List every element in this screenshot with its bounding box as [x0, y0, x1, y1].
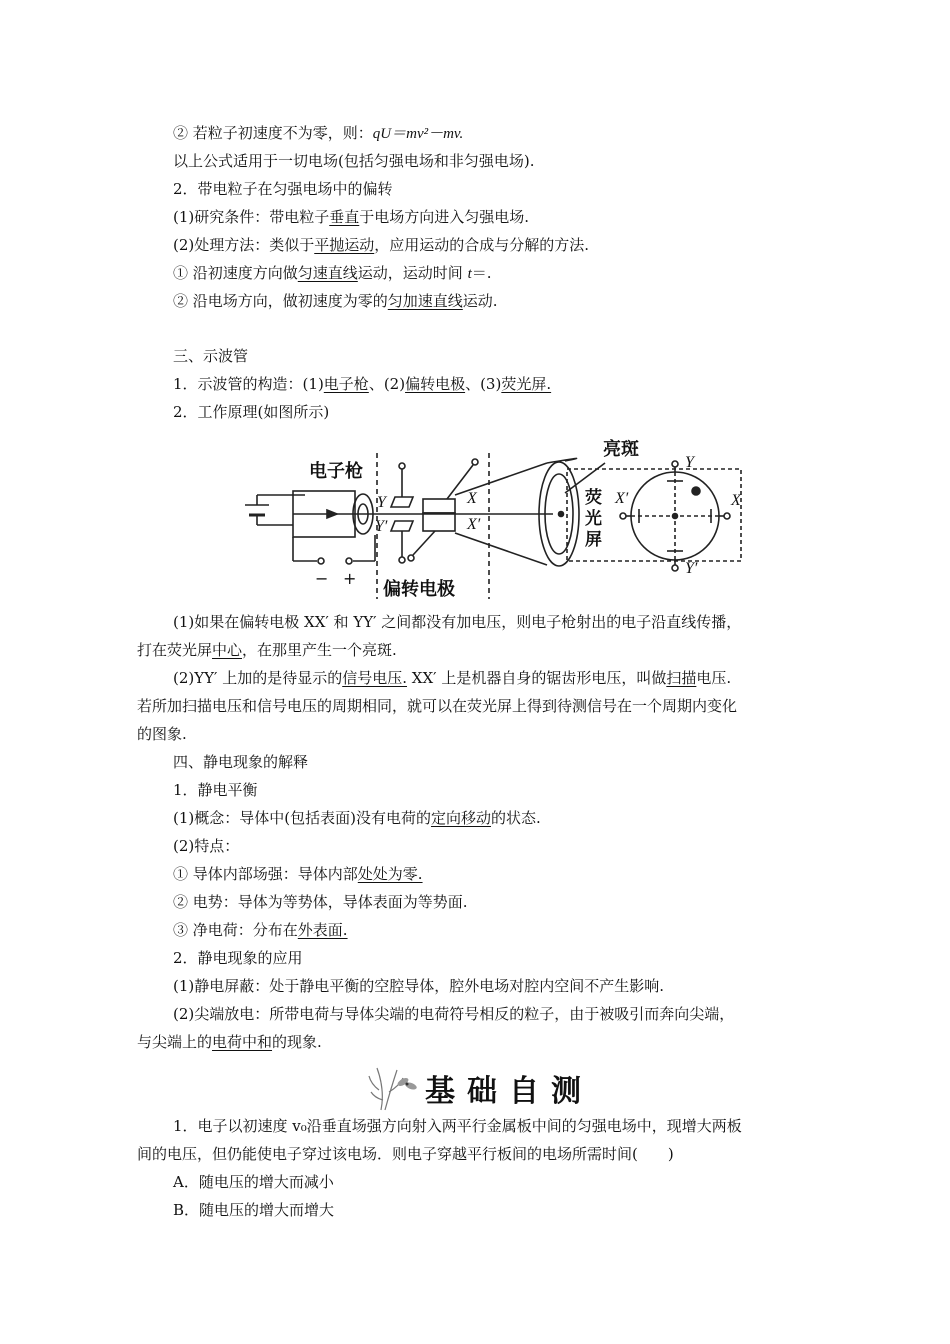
text-line: ③ 净电荷：分布在外表面. — [173, 921, 348, 939]
text-line: (1)如果在偏转电极 XX′ 和 YY′ 之间都没有加电压，则电子枪射出的电子沿直线传播， — [173, 613, 742, 631]
screen-char: 光 — [585, 509, 602, 529]
text-line: ② 电势：导体为等势体，导体表面为等势面. — [173, 893, 468, 911]
text-line: (1)概念：导体中(包括表面)没有电荷的定向移动的状态. — [173, 809, 541, 827]
text-line: (2)YY′ 上加的是待显示的信号电压. XX′ 上是机器自身的锯齿形电压，叫做扫描电压. — [173, 669, 732, 687]
section-title: 四、静电现象的解释 — [173, 753, 309, 771]
plant-decoration-icon — [367, 1060, 427, 1112]
plate-x-label: X — [467, 490, 477, 507]
text-line: 2．工作原理(如图所示) — [173, 403, 330, 421]
text-line: (1)研究条件：带电粒子垂直于电场方向进入匀强电场. — [173, 208, 530, 226]
text-line: ① 导体内部场强：导体内部处处为零. — [173, 865, 423, 883]
text-line: (1)静电屏蔽：处于静电平衡的空腔导体，腔外电场对腔内空间不产生影响. — [173, 977, 665, 995]
plate-y-label: Y — [377, 494, 386, 511]
banner-title: 基础自测 — [425, 1074, 593, 1109]
subheading: 2．带电粒子在匀强电场中的偏转 — [173, 180, 393, 198]
text-line: (2)尖端放电：所带电荷与导体尖端的电荷符号相反的粒子，由于被吸引而奔向尖端， — [173, 1005, 735, 1023]
text-line: ② 沿电场方向，做初速度为零的匀加速直线运动. — [173, 292, 498, 310]
text-line: 的图象. — [137, 725, 187, 743]
text-line: 若所加扫描电压和信号电压的周期相同，就可以在荧光屏上得到待测信号在一个周期内变化 — [137, 697, 738, 715]
text-line: ② 若粒子初速度不为零，则：qU＝mv²－mv. — [173, 124, 464, 142]
screen-yp-label: Y′ — [685, 560, 698, 577]
screen-char: 屏 — [585, 530, 602, 550]
text-line: ① 沿初速度方向做匀速直线运动，运动时间 t＝. — [173, 264, 492, 282]
section-banner — [367, 1060, 597, 1112]
section-title: 三、示波管 — [173, 347, 249, 365]
screen-char: 荧 — [585, 488, 602, 508]
plus-label: + — [343, 569, 357, 588]
option-a: A．随电压的增大而减小 — [173, 1173, 334, 1191]
plate-xp-label: X′ — [467, 516, 481, 533]
gun-label: 电子枪 — [309, 461, 363, 482]
text-line: 打在荧光屏中心，在那里产生一个亮斑. — [137, 641, 397, 659]
subheading: 1．静电平衡 — [173, 781, 258, 799]
text-line: 以上公式适用于一切电场(包括匀强电场和非匀强电场). — [173, 152, 535, 170]
plates-label: 偏转电极 — [383, 579, 455, 600]
plate-yp-label: Y′ — [375, 518, 388, 535]
screen-y-label: Y — [685, 454, 694, 471]
screen-x-label: X — [731, 492, 741, 509]
text-line: 与尖端上的电荷中和的现象. — [137, 1033, 322, 1051]
question-text: 1．电子以初速度 v₀沿垂直场强方向射入两平行金属板中间的匀强电场中，现增大两板 — [173, 1117, 742, 1135]
text-line: 1．示波管的构造：(1)电子枪、(2)偏转电极、(3)荧光屏. — [173, 375, 552, 393]
text-line: (2)特点： — [173, 837, 240, 855]
text-line: (2)处理方法：类似于平抛运动，应用运动的合成与分解的方法. — [173, 236, 590, 254]
screen-xp-label: X′ — [615, 490, 629, 507]
subheading: 2．静电现象的应用 — [173, 949, 303, 967]
minus-label: − — [315, 569, 329, 588]
oscilloscope-tube-diagram — [235, 433, 755, 603]
spot-label: 亮斑 — [603, 439, 639, 460]
question-text: 间的电压，但仍能使电子穿过该电场．则电子穿越平行板间的电场所需时间( ) — [137, 1145, 674, 1163]
option-b: B．随电压的增大而增大 — [173, 1201, 335, 1219]
